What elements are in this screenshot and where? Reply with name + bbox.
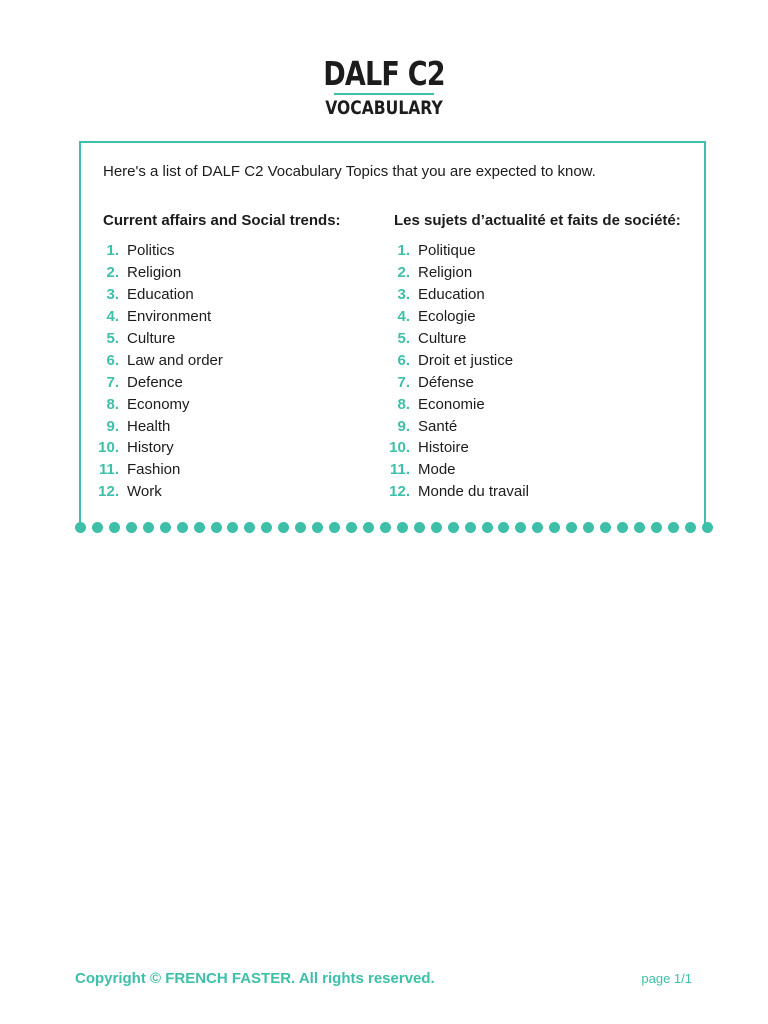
list-item	[384, 284, 681, 306]
border-dot	[261, 522, 272, 533]
item-label: Mode	[418, 461, 456, 479]
border-dot	[329, 522, 340, 533]
border-dot	[194, 522, 205, 533]
item-label: Health	[127, 417, 171, 435]
item-label: Environment	[127, 308, 212, 326]
column-heading: Les sujets d’actualité et faits de société:	[394, 212, 681, 229]
item-label: Economy	[127, 395, 190, 413]
item-label: Religion	[418, 264, 473, 282]
item-number: 9.	[106, 417, 119, 435]
item-label: Droit et justice	[418, 351, 514, 369]
list-item	[384, 240, 681, 262]
border-dot	[498, 522, 509, 533]
list-item	[384, 393, 681, 415]
item-number: 2.	[106, 264, 119, 282]
border-dot	[75, 522, 86, 533]
list-item	[93, 459, 341, 481]
border-dot	[465, 522, 476, 533]
item-label: Fashion	[127, 461, 181, 479]
item-label: Culture	[418, 330, 467, 347]
border-dot	[566, 522, 577, 533]
border-dot	[211, 522, 222, 533]
list-item	[384, 481, 681, 503]
list-item	[384, 306, 681, 328]
border-dot	[380, 522, 391, 533]
item-number: 5.	[106, 330, 119, 347]
topic-list	[93, 240, 341, 503]
item-number: 6.	[397, 351, 410, 369]
list-item	[93, 262, 341, 284]
border-dot	[414, 522, 425, 533]
copyright-notice: Copyright © FRENCH FASTER. All rights reserved.	[75, 970, 435, 987]
item-label: Education	[418, 286, 485, 304]
item-number: 5.	[397, 330, 410, 347]
item-label: Law and order	[127, 351, 223, 369]
border-dot	[634, 522, 645, 533]
item-number: 7.	[106, 373, 119, 391]
item-number: 10.	[389, 439, 410, 457]
dotted-border	[75, 520, 713, 534]
list-item	[93, 481, 341, 503]
border-dot	[143, 522, 154, 533]
item-number: 8.	[106, 395, 119, 413]
item-label: Culture	[127, 330, 176, 347]
item-label: Politics	[127, 242, 175, 260]
border-dot	[227, 522, 238, 533]
list-item	[384, 437, 681, 459]
item-label: Defence	[127, 373, 183, 391]
item-number: 8.	[397, 395, 410, 413]
item-label: Politique	[418, 242, 476, 260]
border-dot	[346, 522, 357, 533]
item-label: Histoire	[418, 439, 469, 457]
border-dot	[651, 522, 662, 533]
border-dot	[583, 522, 594, 533]
list-item	[384, 328, 681, 350]
list-item	[93, 349, 341, 371]
list-item	[93, 240, 341, 262]
border-dot	[668, 522, 679, 533]
border-dot	[482, 522, 493, 533]
list-item	[93, 393, 341, 415]
list-item	[384, 262, 681, 284]
item-label: Monde du travail	[418, 483, 529, 501]
border-dot	[295, 522, 306, 533]
border-dot	[600, 522, 611, 533]
column-heading: Current affairs and Social trends:	[103, 212, 341, 229]
item-label: Work	[127, 483, 162, 501]
item-label: Ecologie	[418, 308, 476, 326]
item-number: 1.	[106, 242, 119, 260]
border-dot	[109, 522, 120, 533]
list-item	[384, 415, 681, 437]
english-topics-column	[93, 212, 341, 503]
document-title: DALF C2	[323, 54, 445, 93]
item-number: 11.	[389, 461, 410, 479]
border-dot	[363, 522, 374, 533]
border-dot	[549, 522, 560, 533]
border-dot	[702, 522, 713, 533]
item-number: 4.	[397, 308, 410, 326]
border-dot	[431, 522, 442, 533]
title-divider	[334, 93, 434, 95]
topic-list	[384, 240, 681, 503]
border-dot	[617, 522, 628, 533]
list-item	[384, 459, 681, 481]
item-number: 3.	[106, 286, 119, 304]
list-item	[93, 284, 341, 306]
item-number: 4.	[106, 308, 119, 326]
item-number: 9.	[397, 417, 410, 435]
list-item	[93, 371, 341, 393]
item-number: 6.	[106, 351, 119, 369]
border-dot	[92, 522, 103, 533]
border-dot	[160, 522, 171, 533]
item-label: Education	[127, 286, 194, 304]
item-label: Economie	[418, 395, 485, 413]
item-number: 12.	[98, 483, 119, 501]
document-subtitle: VOCABULARY	[325, 97, 443, 119]
border-dot	[244, 522, 255, 533]
border-dot	[532, 522, 543, 533]
french-topics-column	[384, 212, 681, 503]
item-number: 7.	[397, 373, 410, 391]
list-item	[93, 415, 341, 437]
list-item	[93, 306, 341, 328]
item-number: 3.	[397, 286, 410, 304]
item-label: Défense	[418, 373, 474, 391]
item-number: 10.	[98, 439, 119, 457]
page-number: page 1/1	[641, 971, 692, 986]
border-dot	[312, 522, 323, 533]
border-dot	[448, 522, 459, 533]
border-dot	[515, 522, 526, 533]
border-dot	[278, 522, 289, 533]
item-label: Santé	[418, 417, 458, 435]
list-item	[93, 328, 341, 350]
item-number: 12.	[389, 483, 410, 501]
item-number: 2.	[397, 264, 410, 282]
list-item	[384, 371, 681, 393]
border-dot	[397, 522, 408, 533]
border-dot	[685, 522, 696, 533]
item-label: Religion	[127, 264, 182, 282]
border-dot	[177, 522, 188, 533]
document-header	[0, 55, 768, 120]
item-number: 1.	[397, 242, 410, 260]
item-number: 11.	[98, 461, 119, 479]
item-label: History	[127, 439, 174, 457]
border-dot	[126, 522, 137, 533]
list-item	[384, 349, 681, 371]
list-item	[93, 437, 341, 459]
intro-text: Here's a list of DALF C2 Vocabulary Topics that you are expected to know.	[103, 163, 596, 180]
